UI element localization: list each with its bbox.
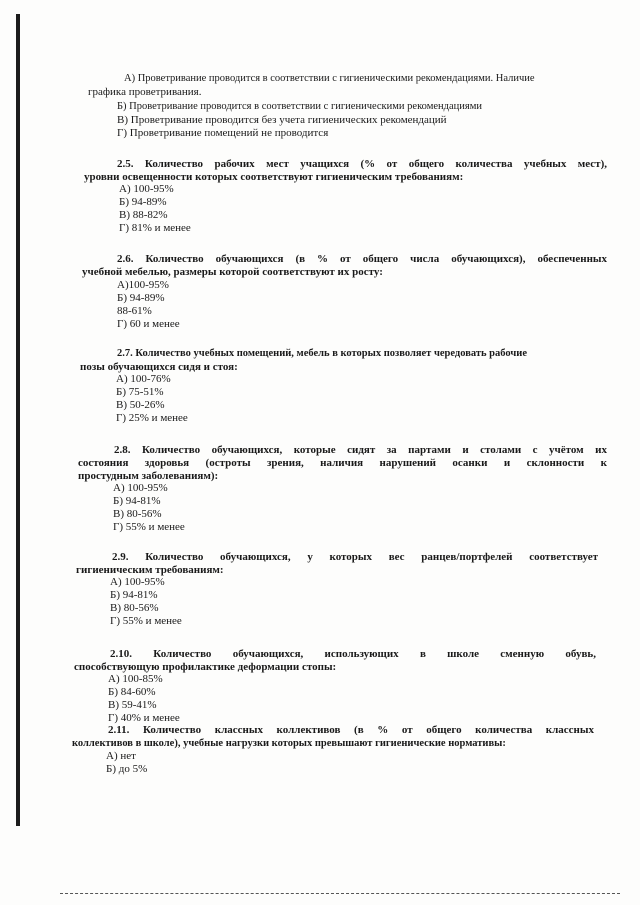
question-2-6-option-b: Б) 94-89% <box>117 292 165 304</box>
question-2-9-option-b: Б) 94-81% <box>110 589 158 601</box>
question-2-6-option-a: А)100-95% <box>117 279 169 291</box>
question-2-11-line1: 2.11. Количество классных коллективов (в % от общего количества классных <box>108 724 594 736</box>
question-2-7-option-a: А) 100-76% <box>116 373 171 385</box>
question-2-8-line1: 2.8. Количество обучающихся, которые сидят за партами и столами с учётом их <box>114 444 607 456</box>
question-2-5-option-b: Б) 94-89% <box>119 196 167 208</box>
question-2-5-line2: уровни освещенности которых соответствуют гигиеническим требованиям: <box>84 171 464 183</box>
question-2-9-line2: гигиеническим требованиям: <box>76 564 224 576</box>
question-2-5-option-a: А) 100-95% <box>119 183 174 195</box>
question-2-5-option-v: В) 88-82% <box>119 209 168 221</box>
question-2-8-option-a: А) 100-95% <box>113 482 168 494</box>
question-2-10-option-g: Г) 40% и менее <box>108 712 180 724</box>
question-2-9-option-g: Г) 55% и менее <box>110 615 182 627</box>
question-2-11-option-a: А) нет <box>106 750 136 762</box>
question-2-8-line2: состояния здоровья (остроты зрения, наличия нарушений осанки и склонности к <box>78 457 607 469</box>
page-bottom-rule <box>60 893 620 895</box>
question-2-8-option-b: Б) 94-81% <box>113 495 161 507</box>
question-2-5-line1: 2.5. Количество рабочих мест учащихся (% от общего количества учебных мест), <box>117 158 607 170</box>
question-2-6-option-g: Г) 60 и менее <box>117 318 180 330</box>
question-2-8-option-v: В) 80-56% <box>113 508 162 520</box>
question-2-10-option-v: В) 59-41% <box>108 699 157 711</box>
question-2-7-option-b: Б) 75-51% <box>116 386 164 398</box>
ventilation-option-a-line2: графика проветривания. <box>88 86 202 98</box>
question-2-9-option-a: А) 100-95% <box>110 576 165 588</box>
question-2-7-option-g: Г) 25% и менее <box>116 412 188 424</box>
question-2-10-option-a: А) 100-85% <box>108 673 163 685</box>
question-2-10-line2: способствующую профилактике деформации стопы: <box>74 661 337 673</box>
question-2-10-line1: 2.10. Количество обучающихся, использующих в школе сменную обувь, <box>110 648 596 660</box>
question-2-10-option-b: Б) 84-60% <box>108 686 156 698</box>
question-2-7-line2: позы обучающихся сидя и стоя: <box>80 361 238 373</box>
ventilation-option-a-line1: А) Проветривание проводится в соответствии с гигиеническими рекомендациями. Наличие <box>124 73 535 84</box>
question-2-8-line3: простудным заболеваниям): <box>78 470 219 482</box>
question-2-11-option-b: Б) до 5% <box>106 763 148 775</box>
question-2-6-option-c: 88-61% <box>117 305 152 317</box>
ventilation-option-g: Г) Проветривание помещений не проводится <box>117 127 329 139</box>
ventilation-option-b: Б) Проветривание проводится в соответствии с гигиеническими рекомендациями <box>117 101 482 112</box>
ventilation-option-v: В) Проветривание проводится без учета гигиенических рекомендаций <box>117 114 447 126</box>
question-2-6-line2: учебной мебелью, размеры которой соответствуют их росту: <box>82 266 383 278</box>
question-2-8-option-g: Г) 55% и менее <box>113 521 185 533</box>
page-edge-bar <box>16 14 20 826</box>
question-2-6-line1: 2.6. Количество обучающихся (в % от общего числа обучающихся), обеспеченных <box>117 253 607 265</box>
question-2-5-option-g: Г) 81% и менее <box>119 222 191 234</box>
question-2-9-option-v: В) 80-56% <box>110 602 159 614</box>
question-2-7-option-v: В) 50-26% <box>116 399 165 411</box>
question-2-9-line1: 2.9. Количество обучающихся, у которых вес ранцев/портфелей соответствует <box>112 551 598 563</box>
question-2-7-line1: 2.7. Количество учебных помещений, мебель в которых позволяет чередовать рабочие <box>117 348 527 359</box>
question-2-11-line2: коллективов в школе), учебные нагрузки которых превышают гигиенические нормативы: <box>72 738 506 749</box>
